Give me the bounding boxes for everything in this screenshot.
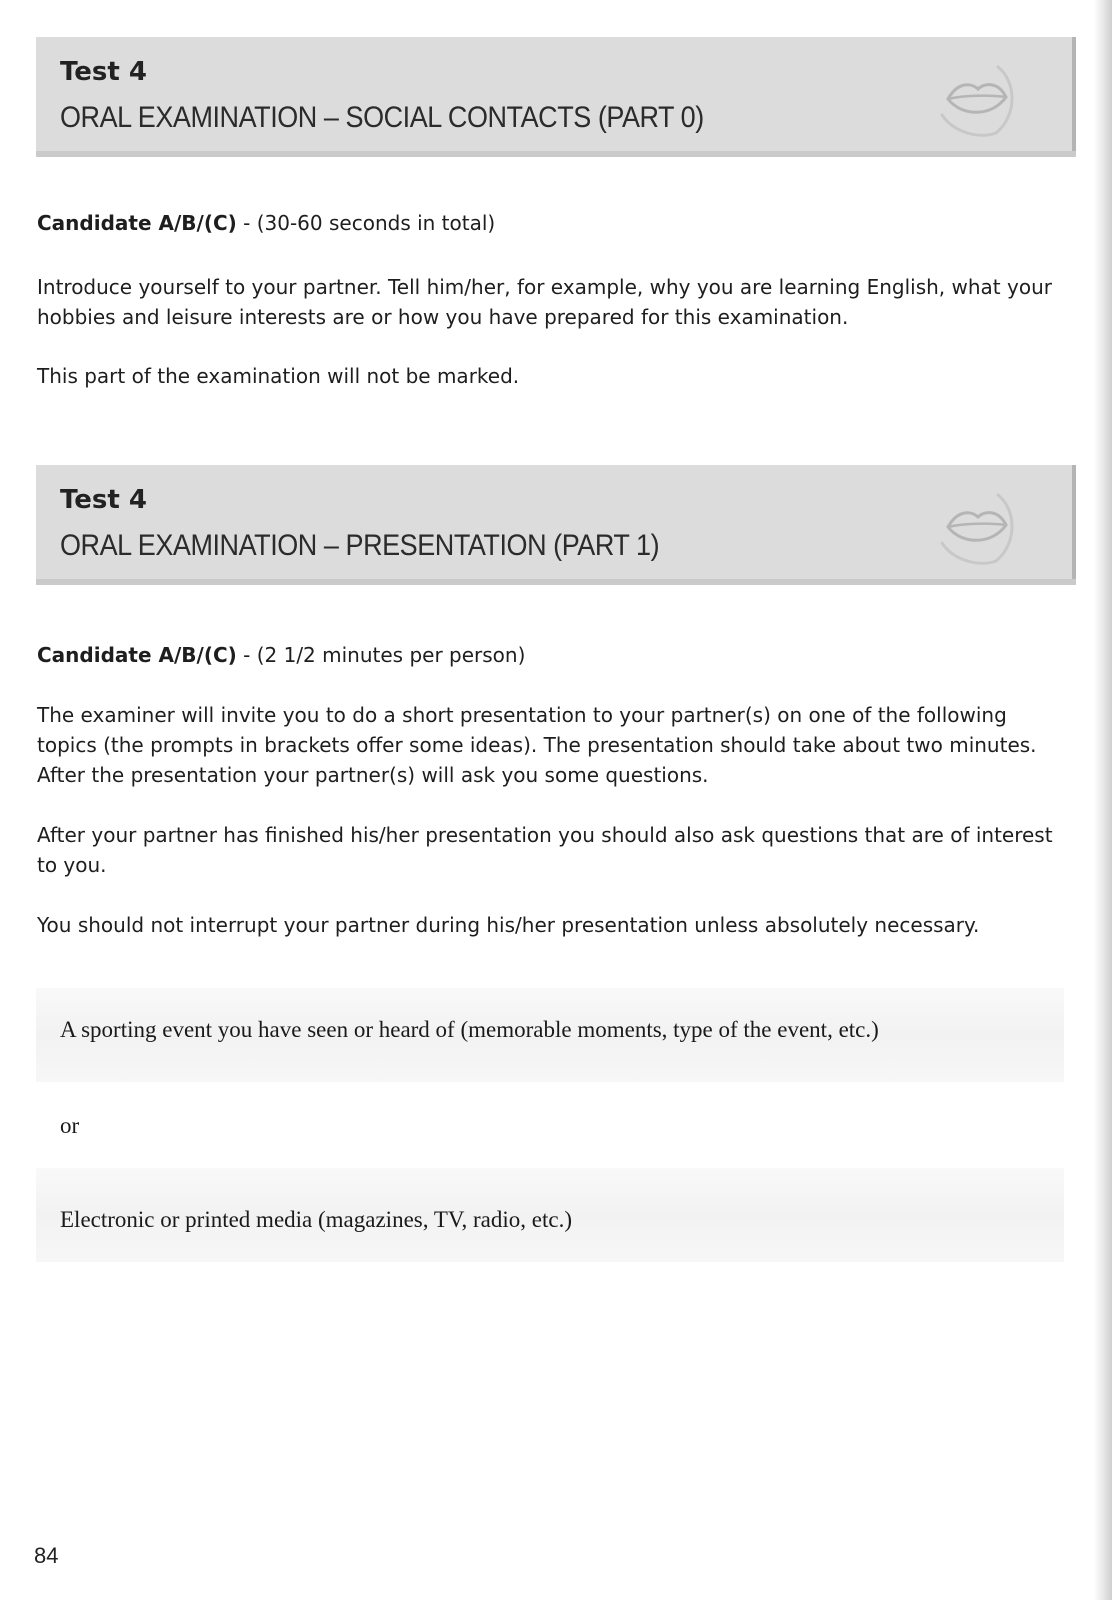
page-number: 84	[34, 1543, 59, 1568]
section-heading: ORAL EXAMINATION – PRESENTATION (PART 1)	[60, 529, 660, 562]
test-label: Test 4	[60, 57, 147, 87]
test-label: Test 4	[60, 485, 147, 515]
page-edge	[1094, 0, 1112, 1600]
candidate-label: Candidate A/B/(C)	[37, 211, 237, 235]
candidate-duration: - (30-60 seconds in total)	[236, 211, 496, 235]
instruction-paragraph: Introduce yourself to your partner. Tell him/her, for example, why you are learning English, what your hobbies and leisure interests are or how you have prepared for this examination.	[37, 275, 1052, 329]
candidate-line	[37, 208, 1067, 238]
instruction-paragraph: The examiner will invite you to do a short presentation to your partner(s) on one of the following topics (the prompts in brackets offer some ideas). The presentation should take about two minutes. After the presentation your partner(s) will ask you some questions.	[37, 703, 1037, 787]
candidate-label: Candidate A/B/(C)	[37, 643, 237, 667]
instruction-paragraph: After your partner has finished his/her presentation you should also ask questions that are of interest to you.	[37, 823, 1053, 877]
banner-edge	[1072, 465, 1076, 585]
or-separator: or	[60, 1113, 80, 1138]
candidate-duration: - (2 1/2 minutes per person)	[236, 643, 526, 667]
instruction-paragraph: This part of the examination will not be marked.	[37, 364, 520, 388]
instruction-paragraph: You should not interrupt your partner during his/her presentation unless absolutely necessary.	[37, 913, 980, 937]
lips-icon	[936, 487, 1016, 567]
topic-option: Electronic or printed media (magazines, TV, radio, etc.)	[60, 1207, 572, 1232]
banner-edge	[1072, 37, 1076, 157]
candidate-line	[37, 640, 1067, 670]
topic-option: A sporting event you have seen or heard of (memorable moments, type of the event, etc.)	[60, 1017, 879, 1042]
section-banner-presentation	[36, 465, 1076, 585]
lips-icon	[936, 59, 1016, 139]
section-heading: ORAL EXAMINATION – SOCIAL CONTACTS (PART 0)	[60, 101, 704, 134]
section-banner-social-contacts	[36, 37, 1076, 157]
